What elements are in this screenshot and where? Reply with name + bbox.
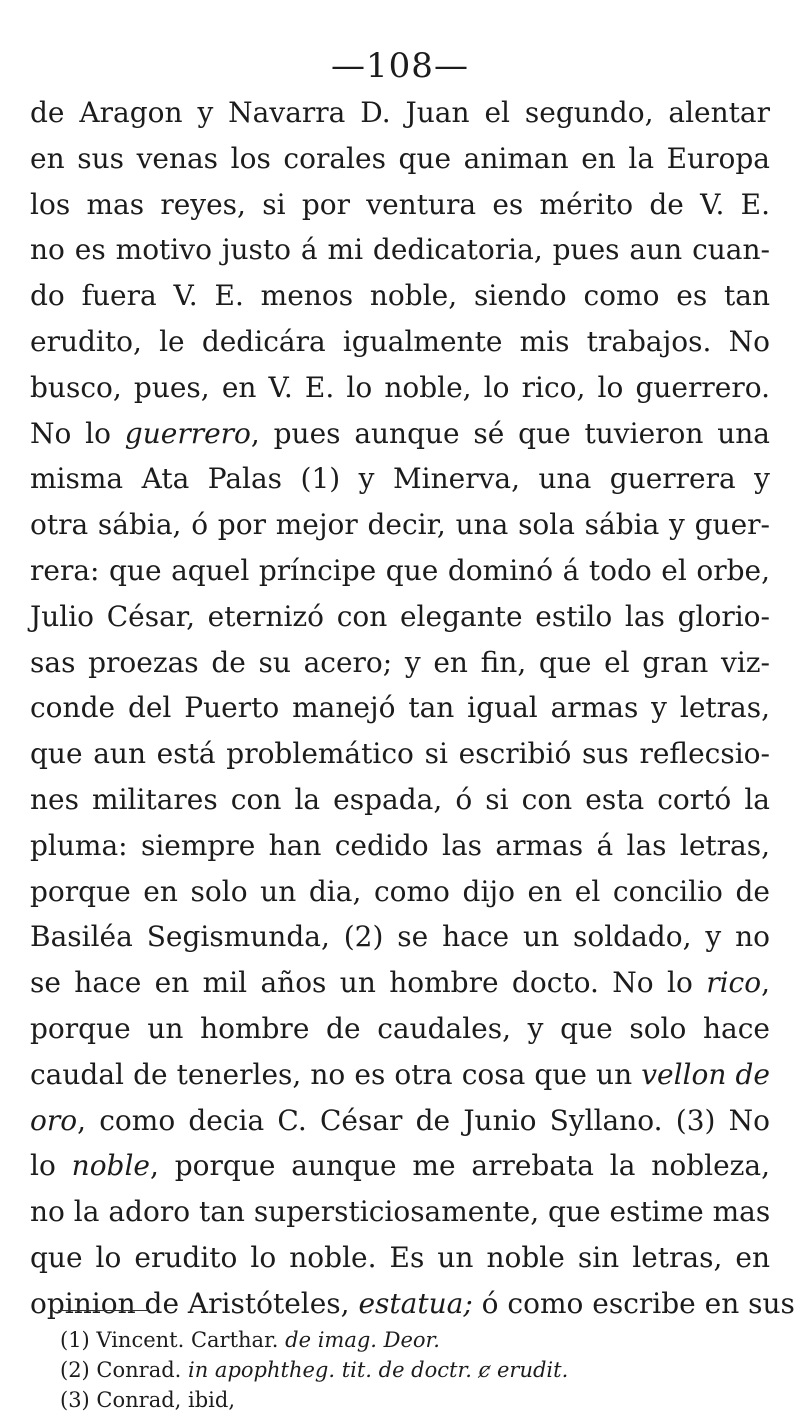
text-line [30, 640, 770, 686]
text-run: ó como escribe en sus [472, 1286, 795, 1320]
text-run: que aun está problemático si escribió sus reflecsio- [30, 737, 770, 771]
text-run: Julio César, eternizó con elegante estilo las glorio- [30, 599, 770, 633]
italic-text: estatua; [358, 1286, 473, 1320]
footnote [60, 1385, 760, 1415]
text-line [30, 182, 770, 228]
text-run: pluma: siempre han cedido las armas á las letras, [30, 828, 770, 862]
text-line [30, 502, 770, 548]
text-line [30, 1098, 770, 1144]
text-line [30, 914, 770, 960]
text-line [30, 1006, 770, 1052]
footnote [60, 1355, 760, 1385]
text-run: porque un hombre de caudales, y que solo hace [30, 1011, 770, 1045]
text-run: porque en solo un dia, como dijo en el concilio de [30, 874, 770, 908]
body-text [30, 90, 795, 1327]
italic-text: de imag. Deor. [285, 1328, 440, 1352]
text-run: , [761, 966, 770, 1000]
text-run: , porque aunque me arrebata la nobleza, [150, 1149, 770, 1183]
text-line [30, 869, 770, 915]
text-line [30, 594, 770, 640]
italic-text: vellon de [641, 1057, 770, 1091]
text-line [30, 1052, 770, 1098]
text-line [30, 731, 770, 777]
text-run: do fuera V. E. menos noble, siendo como es tan [30, 279, 770, 313]
text-run: , como decia C. César de Junio Syllano. (3) No [77, 1103, 770, 1137]
text-line [30, 136, 770, 182]
footnote-divider [58, 1310, 150, 1311]
text-line [30, 227, 770, 273]
text-line [30, 456, 770, 502]
text-run: sas proezas de su acero; y en fin, que el gran viz- [30, 645, 770, 679]
text-run: no es motivo justo á mi dedicatoria, pues aun cuan- [30, 233, 770, 267]
text-line [30, 823, 770, 869]
text-line [30, 1189, 770, 1235]
text-run: caudal de tenerles, no es otra cosa que un [30, 1057, 642, 1091]
text-run: de Aragon y Navarra D. Juan el segundo, alentar [30, 96, 770, 129]
text-run: no la adoro tan supersticiosamente, que estime mas [30, 1195, 771, 1229]
page-number: —108— [331, 46, 469, 86]
text-run: erudito, le dedicára igualmente mis trabajos. No [30, 324, 770, 358]
text-run: los mas reyes, si por ventura es mérito de V. E. [30, 187, 770, 221]
text-line [30, 1281, 795, 1327]
text-line [30, 777, 770, 823]
italic-text: oro [30, 1103, 78, 1137]
italic-text: in apophtheg. tit. de doctr. ȼ erudit. [188, 1358, 569, 1382]
text-run: se hace en mil años un hombre docto. No lo [30, 966, 707, 1000]
text-run: , pues aunque sé que tuvieron una [250, 416, 770, 450]
text-line [30, 365, 770, 411]
text-run: (2) Conrad. [60, 1358, 189, 1382]
text-line [30, 1143, 770, 1189]
text-run: opinion de Aristóteles, [30, 1286, 359, 1320]
text-run: (3) Conrad, ibid, [60, 1388, 236, 1412]
italic-text: guerrero [124, 416, 251, 450]
footnote [60, 1325, 760, 1355]
text-run: nes militares con la espada, ó si con esta cortó la [30, 782, 770, 816]
text-run: conde del Puerto manejó tan igual armas y letras, [30, 691, 770, 725]
text-line [30, 1235, 770, 1281]
text-run: busco, pues, en V. E. lo noble, lo rico, lo guerrero. [30, 370, 770, 404]
text-run: misma Ata Palas (1) y Minerva, una guerrera y [30, 462, 770, 496]
text-line [30, 411, 770, 457]
text-line [30, 90, 770, 136]
footnotes [60, 1325, 760, 1415]
text-run: No lo [30, 416, 125, 450]
italic-text: noble [71, 1149, 150, 1183]
text-line [30, 548, 770, 594]
text-run: en sus venas los corales que animan en la Europa [30, 141, 770, 175]
text-run: lo [30, 1149, 72, 1183]
italic-text: rico [706, 966, 762, 1000]
text-run: que lo erudito lo noble. Es un noble sin letras, en [30, 1240, 770, 1274]
text-run: rera: que aquel príncipe que dominó á todo el orbe, [30, 553, 770, 587]
text-line [30, 273, 770, 319]
text-run: (1) Vincent. Carthar. [60, 1328, 286, 1352]
text-line [30, 685, 770, 731]
text-run: otra sábia, ó por mejor decir, una sola sábia y guer- [30, 508, 770, 542]
text-line [30, 960, 770, 1006]
text-line [30, 319, 770, 365]
text-run: Basiléa Segismunda, (2) se hace un soldado, y no [30, 920, 770, 954]
